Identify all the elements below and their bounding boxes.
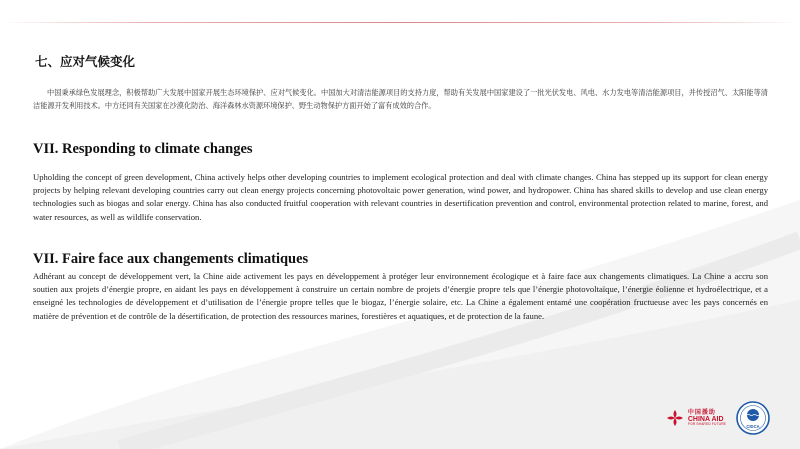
- zh-section-body: 中国秉承绿色发展理念，积极帮助广大发展中国家开展生态环境保护、应对气候变化。中国加大对清洁能源项目的支持力度，帮助有关发展中国家建设了一批光伏发电、风电、水力发电等清洁能源项目，并传授沼气、太阳能等清洁能源开发利用技术。中方还同有关国家在沙漠化防治、海洋森林水资源环境保护、野生动物保护方面开始了富有成效的合作。: [33, 88, 768, 110]
- footer-logos: [666, 401, 770, 435]
- en-section-body: Upholding the concept of green development, China actively helps other developing countries to implement ecological protection and deal with climate changes. China has stepped up its support for clean energy projects by helping relevant developing countries carry out clean energy projects concerning photovoltaic power generation, wind power, and hydropower. China has shared skills to develop and use clean energy technologies such as biogas and solar energy. China has also conducted fruitful cooperation with relevant countries in desertification prevention and control, environmental protection related to marine, forest, and water resources, as well as wildlife conservation.: [33, 172, 768, 222]
- cidca-label: CIDCA: [746, 424, 760, 429]
- header-rule: [0, 22, 800, 23]
- zh-section-title: 七、应对气候变化: [35, 54, 136, 69]
- china-aid-logo: [666, 409, 726, 427]
- fr-section-title: VII. Faire face aux changements climatiques: [33, 251, 309, 267]
- china-aid-emblem-icon: [666, 409, 684, 427]
- china-aid-sub-text: FOR SHARED FUTURE: [687, 421, 726, 426]
- china-aid-en-text: CHINA AID: [687, 415, 724, 423]
- en-section-title: VII. Responding to climate changes: [33, 141, 253, 157]
- china-aid-cn-text: 中国援助: [687, 408, 716, 416]
- fr-section-body: Adhérant au concept de développement vert, la Chine aide activement les pays en développement à protéger leur environnement écologique et à faire face aux changements climatiques. La Chine a accru son soutien aux projets d’énergie propre, en aidant les pays en développement à construire un certain nombre de projets d’énergie propre tels que l’énergie photovoltaïque, l’énergie éolienne et hydroélectrique, et a enseigné les technologies de développement et d’utilisation de l’énergie propre telles que le biogaz, l’énergie solaire, etc. La Chine a également entamé une coopération fructueuse avec les pays concernés en matière de prévention et de contrôle de la désertification, de protection des ressources marines, forestières et aquatiques, et de protection de la faune.: [33, 271, 768, 321]
- cidca-logo-icon: [736, 401, 770, 435]
